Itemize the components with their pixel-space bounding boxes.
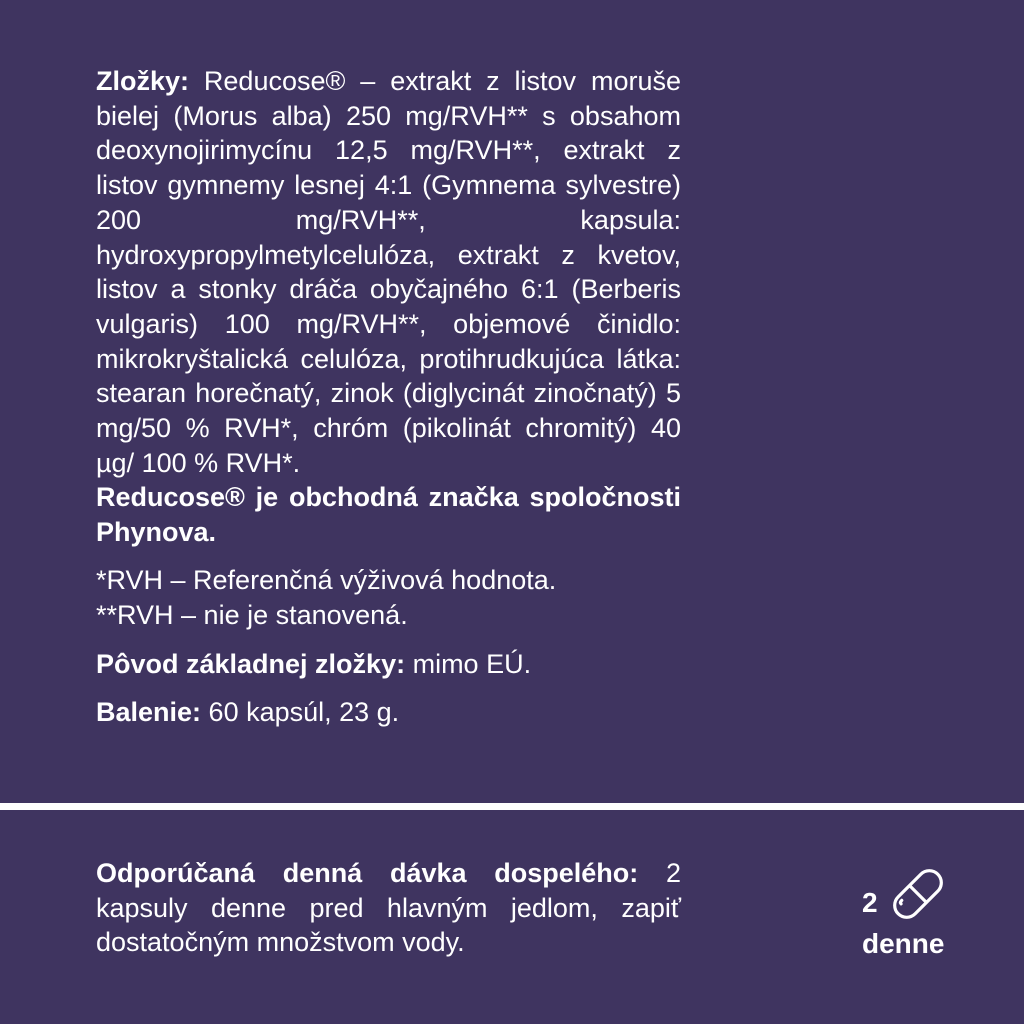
package-value: 60 kapsúl, 23 g. — [201, 696, 400, 727]
package-line — [96, 695, 681, 730]
capsule-icon — [884, 860, 952, 928]
package-label: Balenie: — [96, 696, 202, 727]
ingredients-paragraph — [96, 64, 681, 550]
origin-value: mimo EÚ. — [405, 649, 532, 680]
pill-label: denne — [862, 928, 945, 959]
ingredients-text: Reducose® – extrakt z listov moruše bielej (Morus alba) 250 mg/RVH** s obsahom deoxynojirimycínu 12,5 mg/RVH**, extrakt z listov gymnemy lesnej 4:1 (Gymnema sylvestre) 200 mg/RVH**, kapsula: hydroxypropylmetylcelulóza, extrakt z kvetov, listov a stonky dráča obyčajného 6:1 (Berberis vulgaris) 100 mg/RVH**, objemové činidlo: mikrokryštalická celulóza, protihrudkujúca látka: stearan horečnatý, zinok (diglycinát zinočnatý) 5 mg/50 % RVH*, chróm (pikolinát chromitý) 40 µg/ 100 % RVH*. — [96, 66, 681, 478]
dosage-text: 2 kapsuly denne pred hlavným jedlom, zapiť dostatočným množstvom vody. — [96, 858, 681, 958]
origin-label: Pôvod základnej zložky: — [96, 649, 406, 680]
daily-dose-badge — [860, 860, 970, 970]
origin-line — [96, 647, 681, 682]
rvh-notes — [96, 563, 681, 632]
dosage-paragraph — [96, 856, 681, 960]
section-divider — [0, 803, 1024, 810]
product-info — [96, 64, 681, 730]
pill-count: 2 — [862, 887, 878, 918]
trademark-note: Reducose® je obchodná značka spoločnosti Phynova. — [96, 482, 681, 548]
dosage-label: Odporúčaná denná dávka dospelého: — [96, 858, 639, 888]
ingredients-label: Zložky: — [96, 66, 190, 96]
rvh-note-2: **RVH – nie je stanovená. — [96, 599, 408, 630]
rvh-note-1: *RVH – Referenčná výživová hodnota. — [96, 564, 557, 595]
